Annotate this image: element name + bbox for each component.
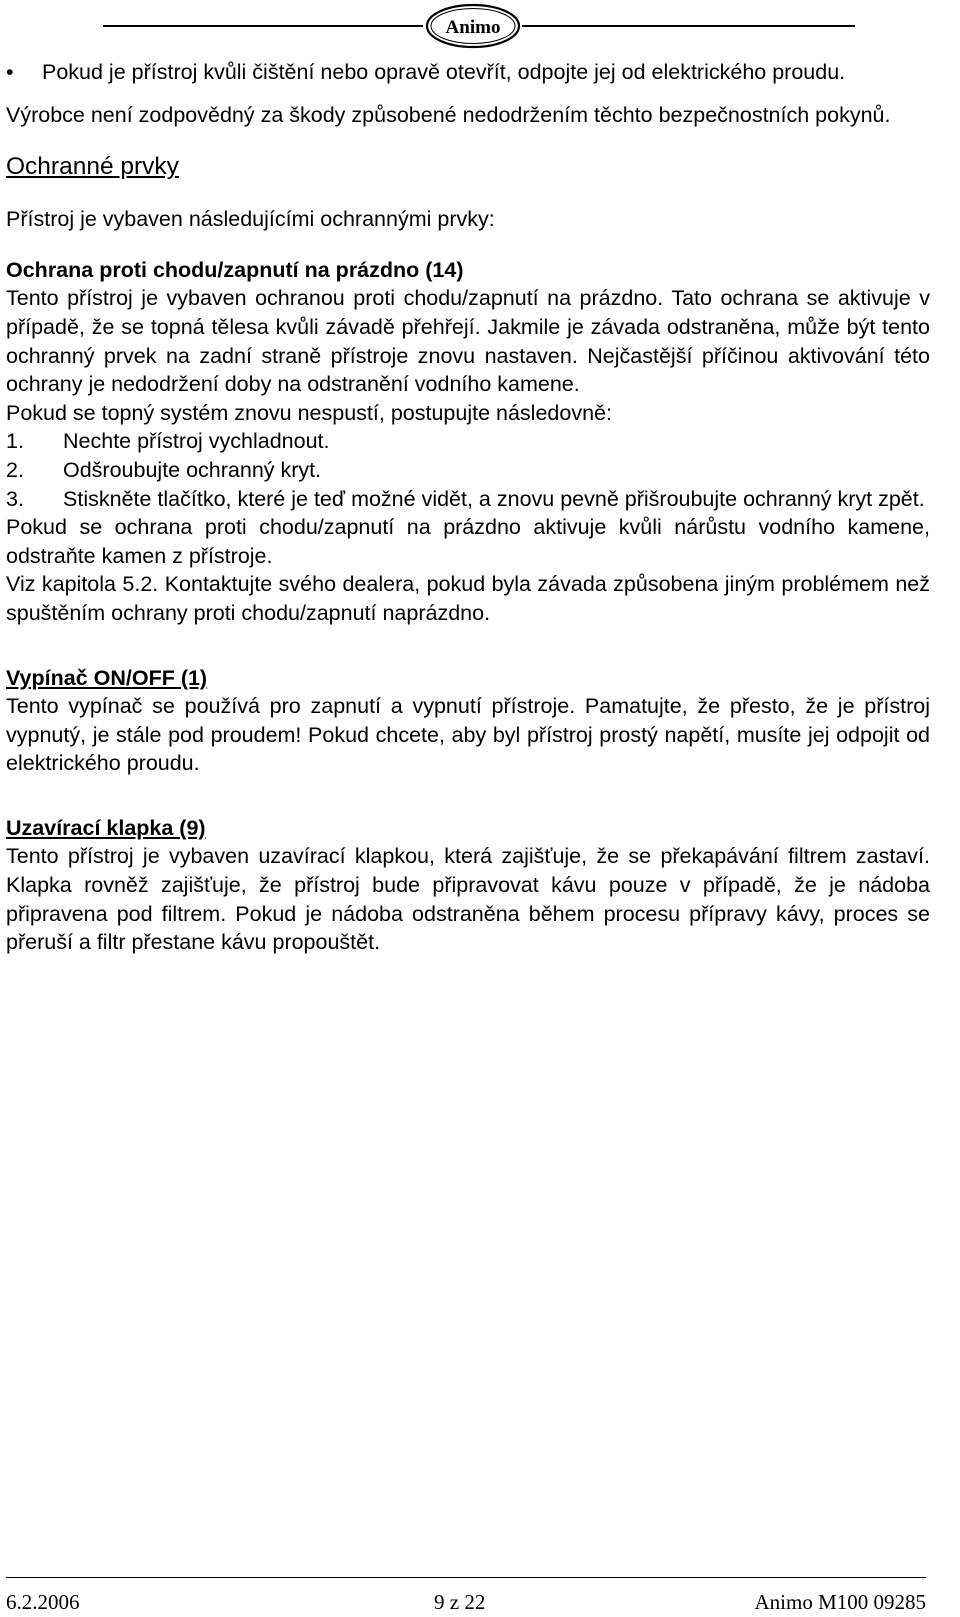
logo-text: Animo — [445, 17, 501, 38]
step-text: Nechte přístroj vychladnout. — [63, 429, 330, 454]
section-title: Ochranné prvky — [6, 153, 179, 181]
scale-note: Pokud se ochrana proti chodu/zapnutí na prázdno aktivuje kvůli nárůstu vodního kamene, odstraňte kamen z přístroje. — [6, 515, 930, 568]
footer-date: 6.2.2006 — [6, 1590, 80, 1614]
switch-heading: Vypínač ON/OFF (1) — [6, 665, 208, 690]
valve-paragraph: Tento přístroj je vybaven uzavírací klapkou, která zajišťuje, že se překapávání filtrem zastaví. Klapka rovněž zajišťuje, že přístroj bude připravovat kávu pouze v případě, že je nádoba připravena pod filtrem. Pokud je nádoba odstraněna během procesu přípravy kávy, proces se přeruší a filtr přestane kávu propouštět. — [6, 844, 930, 955]
page-header — [0, 0, 960, 58]
step-text: Stiskněte tlačítko, které je teď možné vidět, a znovu pevně přišroubujte ochranný kryt zpět. — [63, 486, 925, 511]
step-item — [6, 427, 930, 456]
header-rule-left — [103, 25, 423, 27]
step-number: 2. — [6, 457, 24, 482]
footer-model: Animo M100 09285 — [754, 1590, 926, 1614]
section-intro: Přístroj je vybaven následujícími ochrannými prvky: — [6, 207, 495, 232]
bullet-dot: • — [6, 60, 14, 84]
footer-page-number: 9 z 22 — [434, 1590, 486, 1614]
bullet-text: Pokud je přístroj kvůli čištění nebo opravě otevřít, odpojte jej od elektrického proudu. — [42, 60, 846, 84]
dry-run-paragraph: Tento přístroj je vybaven ochranou proti chodu/zapnutí na prázdno. Tato ochrana se aktivuje v případě, že se topná tělesa kvůli závadě přehřejí. Jakmile je závada odstraněna, může být tento ochranný prvek na zadní straně přístroje znovu nastaven. Nejčastější příčinou aktivování této ochrany je nedodržení doby na odstranění vodního kamene. — [6, 286, 930, 397]
page-content — [6, 58, 930, 957]
chapter-note: Viz kapitola 5.2. Kontaktujte svého dealera, pokud byla závada způsobena jiným problémem než spuštěním ochrany proti chodu/zapnutí naprázdno. — [6, 572, 930, 625]
switch-paragraph: Tento vypínač se používá pro zapnutí a vypnutí přístroje. Pamatujte, že přesto, že je přístroj vypnutý, je stále pod proudem! Pokud chcete, aby byl přístroj prostý napětí, musíte jej odpojit od elektrického proudu. — [6, 694, 930, 776]
step-number: 3. — [6, 486, 24, 511]
step-item — [6, 485, 930, 514]
animo-logo — [425, 3, 521, 49]
bullet-item — [6, 58, 930, 87]
step-item — [6, 456, 930, 485]
disclaimer: Výrobce není zodpovědný za škody způsobené nedodržením těchto bezpečnostních pokynů. — [6, 102, 891, 127]
step-number: 1. — [6, 429, 24, 454]
steps-intro: Pokud se topný systém znovu nespustí, postupujte následovně: — [6, 400, 612, 425]
step-text: Odšroubujte ochranný kryt. — [63, 457, 322, 482]
steps-list — [6, 427, 930, 513]
valve-heading: Uzavírací klapka (9) — [6, 815, 206, 840]
header-rule-right — [522, 25, 855, 27]
page-footer — [6, 1577, 926, 1612]
dry-run-heading: Ochrana proti chodu/zapnutí na prázdno (14) — [6, 257, 464, 282]
